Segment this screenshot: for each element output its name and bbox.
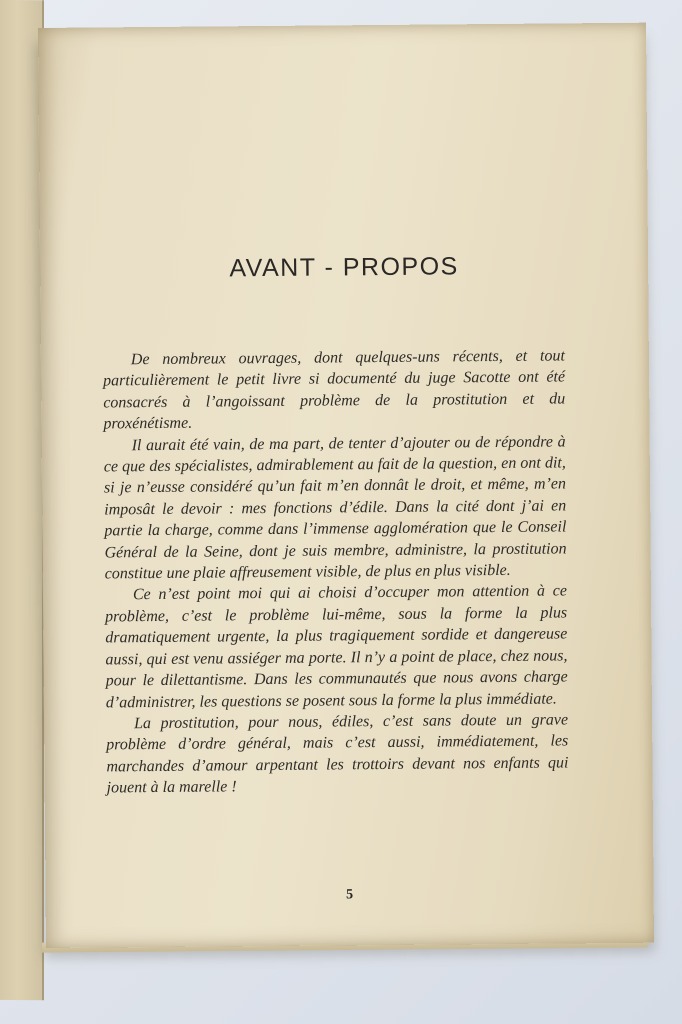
body-text	[103, 345, 569, 799]
paragraph-1: De nombreux ouvrages, dont quelques-uns récents, et tout particulièrement le petit livre si documenté du juge Sacotte ont été consacrés à l’angoissant problème de la prostitution et du proxénétisme.	[103, 347, 566, 433]
book-page	[38, 23, 654, 948]
paragraph-2: Il aurait été vain, de ma part, de tenter d’ajouter ou de répondre à ce que des spécialistes, admirablement au fait de la question, en ont dit, si je n’eusse considéré qu’un fait m’en donnât le droit, et même, m’en imposât le devoir : mes fonctions d’édile. Dans la cité dont j’ai en partie la charge, comme dans l’immense agglomération que le Conseil Général de la Seine, dont je suis membre, administre, la prostitution constitue une plaie affreusement visible, de plus en plus visible.	[103, 433, 567, 583]
page-number: 5	[346, 887, 354, 903]
paragraph-3: Ce n’est point moi qui ai choisi d’occuper mon attention à ce problème, c’est le problème lui-même, sous la forme la plus dramatiquement urgente, la plus tragiquement sordide et dangereuse aussi, qui est venu assiéger ma porte. Il n’y a point de place, chez nous, pour le dilettantisme. Dans les communautés que nous avons charge d’administrer, les questions se posent sous la forme la plus immédiate.	[105, 582, 568, 711]
chapter-title: AVANT - PROPOS	[229, 252, 459, 283]
paragraph-4: La prostitution, pour nous, édiles, c’est sans doute un grave problème d’ordre général, mais c’est aussi, immédiatement, les marchandes d’amour arpentant les trottoirs devant nos enfants qui jouent à la marelle !	[106, 711, 569, 797]
